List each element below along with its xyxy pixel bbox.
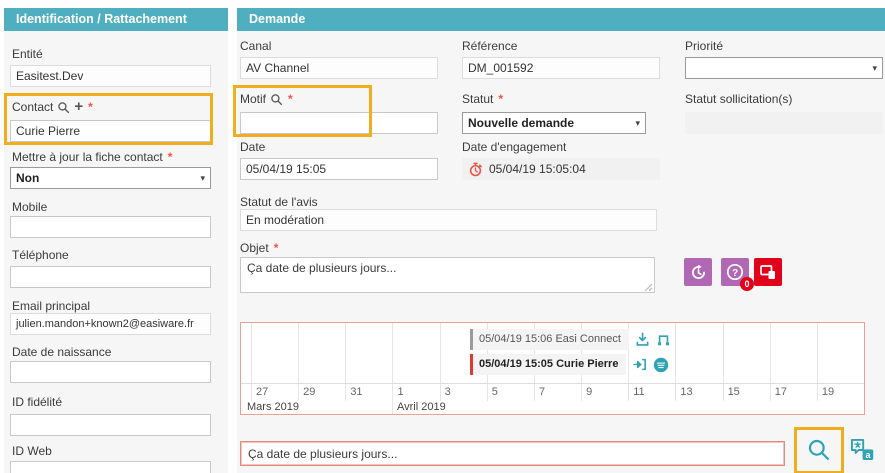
search-icon[interactable] [806, 437, 832, 463]
priorite-select[interactable] [685, 57, 883, 79]
svg-text:?: ? [731, 267, 739, 279]
birthdate-label: Date de naissance [12, 345, 112, 359]
contact-add-icon[interactable]: + [74, 98, 84, 115]
objet-label: Objet * [240, 241, 279, 255]
translate-icon[interactable] [849, 437, 875, 463]
web-id-input[interactable] [10, 461, 211, 473]
month-label-mars: Mars 2019 [247, 401, 299, 413]
canal-field: AV Channel [240, 57, 438, 79]
sollicitation-field [685, 112, 883, 134]
loyalty-id-input[interactable] [10, 414, 211, 436]
birthdate-input[interactable] [10, 361, 211, 383]
history-timeline [240, 322, 865, 415]
mobile-input[interactable] [10, 216, 211, 238]
telephone-input[interactable] [10, 266, 211, 288]
chevron-down-icon: ▾ [872, 62, 877, 73]
motif-input[interactable] [240, 112, 438, 134]
svg-text:a: a [865, 449, 871, 460]
contact-label: Contact + * [12, 98, 93, 115]
stopwatch-icon [468, 162, 483, 177]
date-input[interactable] [240, 158, 438, 180]
contact-search-icon[interactable] [57, 101, 70, 114]
chevron-down-icon: ▾ [200, 172, 205, 183]
easiware-badge-icon[interactable] [653, 357, 669, 373]
canal-label: Canal [240, 39, 272, 53]
help-badge-count: 0 [740, 277, 754, 291]
web-id-label: ID Web [12, 444, 52, 458]
identification-panel-title: Identification / Rattachement [4, 8, 228, 31]
objet-textarea[interactable] [240, 257, 655, 293]
sitemap-icon[interactable] [656, 332, 671, 347]
timeline-axis-line [241, 383, 864, 384]
priorite-label: Priorité [685, 39, 724, 53]
reference-label: Référence [462, 39, 518, 53]
event-text: 05/04/19 15:05 Curie Pierre [473, 354, 626, 375]
event-text: 05/04/19 15:06 Easi Connect [473, 329, 629, 350]
identification-panel [4, 8, 228, 473]
timeline-grid: 27 29 31 1 3 5 7 9 11 13 15 17 19 [241, 323, 864, 401]
telephone-label: Téléphone [12, 248, 69, 262]
avis-label: Statut de l'avis [240, 195, 318, 209]
engagement-field: 05/04/19 15:05:04 [462, 158, 660, 180]
screens-icon [759, 263, 777, 281]
open-enter-icon[interactable] [632, 357, 647, 372]
timeline-months [241, 401, 864, 414]
avis-field: En modération [240, 209, 657, 231]
statut-select[interactable]: Nouvelle demande ▾ [462, 112, 646, 134]
update-contact-select[interactable]: Non ▾ [10, 167, 211, 189]
contact-required-asterisk: * [88, 100, 93, 114]
date-label: Date [240, 140, 266, 154]
engagement-label: Date d'engagement [462, 140, 567, 154]
contact-input[interactable] [10, 120, 211, 142]
motif-required-asterisk: * [288, 92, 293, 106]
timeline-event-easi-connect[interactable] [470, 329, 671, 350]
timeline-search-input[interactable] [240, 441, 785, 466]
duplicate-screen-button[interactable] [754, 258, 782, 286]
download-icon[interactable] [635, 332, 650, 347]
history-icon [690, 264, 707, 281]
month-label-avril: Avril 2019 [397, 401, 446, 413]
help-button[interactable] [721, 258, 750, 289]
timeline-event-curie-pierre[interactable] [470, 354, 669, 375]
sollicitation-label: Statut sollicitation(s) [685, 92, 793, 106]
chevron-down-icon: ▾ [635, 117, 640, 128]
demande-panel-title: Demande [237, 8, 885, 31]
history-button[interactable] [684, 258, 712, 286]
email-label: Email principal [12, 299, 91, 313]
mobile-label: Mobile [12, 200, 48, 214]
loyalty-id-label: ID fidélité [12, 395, 63, 409]
statut-label: Statut * [462, 92, 504, 106]
entite-field: Easitest.Dev [10, 65, 211, 87]
update-contact-label: Mettre à jour la fiche contact * [12, 150, 173, 164]
motif-search-icon[interactable] [270, 93, 283, 106]
entite-label: Entité [12, 47, 43, 61]
reference-field: DM_001592 [462, 57, 660, 79]
motif-label: Motif * [240, 92, 293, 106]
email-field: julien.mandon+known2@easiware.fr [10, 313, 211, 335]
